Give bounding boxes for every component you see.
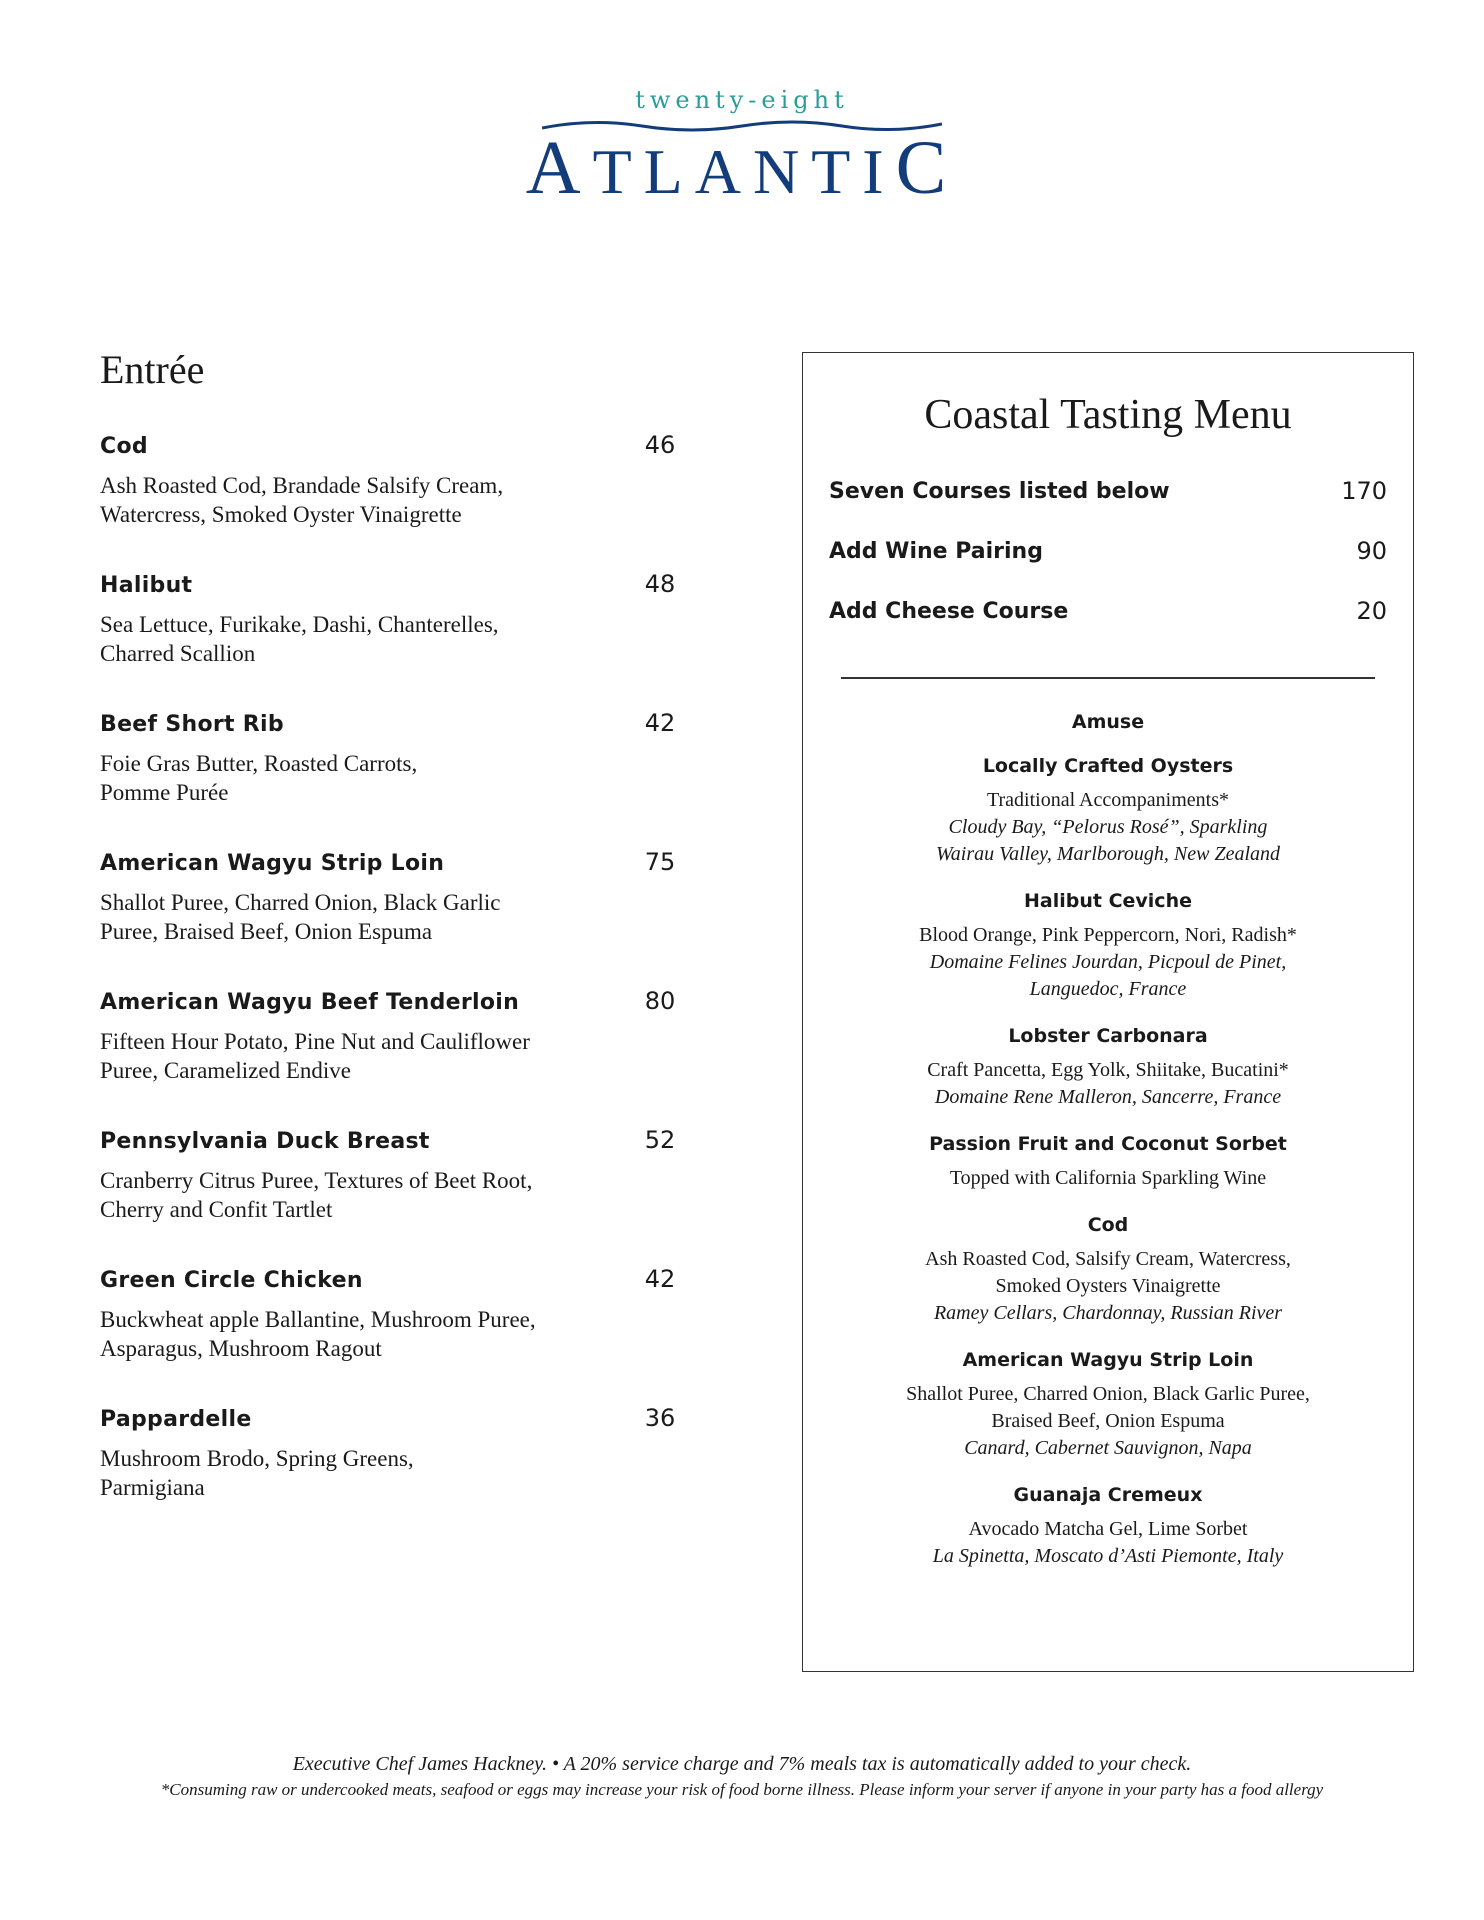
- course-name: Cod: [1087, 1214, 1129, 1236]
- dish-description: Shallot Puree, Charred Onion, Black Garlic Puree, Braised Beef, Onion Espuma: [100, 890, 501, 944]
- price-label: Seven Courses listed below: [829, 478, 1170, 504]
- course-wine: Wairau Valley, Marlborough, New Zealand: [935, 843, 1281, 865]
- course-description: Craft Pancetta, Egg Yolk, Shiitake, Bucatini*: [927, 1059, 1289, 1081]
- footer: [0, 1753, 1484, 1800]
- course-wine: Ramey Cellars, Chardonnay, Russian River: [933, 1302, 1283, 1324]
- logo-wordmark: ATLANTIC: [525, 126, 959, 210]
- divider: [841, 677, 1375, 679]
- dish-price: 48: [644, 570, 676, 598]
- dish-item: [100, 431, 690, 570]
- tasting-courses: [803, 711, 1413, 1570]
- dish-price: 75: [644, 848, 676, 876]
- course-name: Passion Fruit and Coconut Sorbet: [929, 1133, 1287, 1155]
- dish-price: 36: [644, 1404, 676, 1432]
- dish-item: [100, 1126, 690, 1265]
- price-value: 90: [1356, 537, 1387, 565]
- course-description: Avocado Matcha Gel, Lime Sorbet: [968, 1518, 1248, 1540]
- course-description: Topped with California Sparkling Wine: [949, 1167, 1267, 1189]
- dish-price: 52: [644, 1126, 676, 1154]
- dish-name: American Wagyu Beef Tenderloin: [100, 990, 520, 1015]
- dish-description: Sea Lettuce, Furikake, Dashi, Chanterelles, Charred Scallion: [100, 612, 499, 666]
- restaurant-logo: [0, 86, 1484, 210]
- dish-name: Cod: [100, 434, 148, 459]
- dish-price: 42: [644, 709, 676, 737]
- price-value: 20: [1356, 597, 1387, 625]
- dish-description: Fifteen Hour Potato, Pine Nut and Cauliflower Puree, Caramelized Endive: [100, 1029, 530, 1083]
- course-name: Lobster Carbonara: [1008, 1025, 1208, 1047]
- course-item: [803, 1133, 1413, 1192]
- course-item: [803, 1025, 1413, 1111]
- course-wine: La Spinetta, Moscato d’Asti Piemonte, Italy: [932, 1545, 1284, 1567]
- price-row: [829, 461, 1387, 521]
- course-item: [803, 711, 1413, 733]
- dish-description: Mushroom Brodo, Spring Greens, Parmigiana: [100, 1446, 414, 1500]
- dish-name: Pennsylvania Duck Breast: [100, 1129, 430, 1154]
- tasting-menu-title: Coastal Tasting Menu: [924, 392, 1292, 438]
- course-name: Locally Crafted Oysters: [982, 755, 1234, 777]
- course-item: [803, 1484, 1413, 1570]
- course-wine: Domaine Felines Jourdan, Picpoul de Pinet,: [929, 951, 1287, 973]
- tasting-menu-box: [802, 352, 1414, 1672]
- course-item: [803, 1349, 1413, 1462]
- course-name: Amuse: [1071, 711, 1145, 733]
- price-row: [829, 581, 1387, 641]
- dish-name: American Wagyu Strip Loin: [100, 851, 445, 876]
- price-label: Add Wine Pairing: [829, 538, 1043, 564]
- entree-section: [100, 346, 690, 1543]
- dish-name: Green Circle Chicken: [100, 1268, 363, 1293]
- dish-description: Cranberry Citrus Puree, Textures of Beet Root, Cherry and Confit Tartlet: [100, 1168, 533, 1222]
- price-label: Add Cheese Course: [829, 598, 1069, 624]
- course-item: [803, 1214, 1413, 1327]
- course-description: Blood Orange, Pink Peppercorn, Nori, Radish*: [919, 924, 1297, 946]
- footer-allergy-note: *Consuming raw or undercooked meats, seafood or eggs may increase your risk of food borne illness. Please inform your server if anyone in your party has a food allergy: [160, 1780, 1324, 1799]
- dish-item: [100, 848, 690, 987]
- dish-name: Halibut: [100, 573, 193, 598]
- price-row: [829, 521, 1387, 581]
- course-item: [803, 890, 1413, 1003]
- course-wine: Domaine Rene Malleron, Sancerre, France: [934, 1086, 1282, 1108]
- course-name: Halibut Ceviche: [1024, 890, 1192, 912]
- dish-item: [100, 709, 690, 848]
- dish-item: [100, 570, 690, 709]
- course-name: American Wagyu Strip Loin: [962, 1349, 1254, 1371]
- dish-description: Buckwheat apple Ballantine, Mushroom Puree, Asparagus, Mushroom Ragout: [100, 1307, 536, 1361]
- dish-description: Foie Gras Butter, Roasted Carrots, Pomme Purée: [100, 751, 418, 805]
- dish-name: Pappardelle: [100, 1407, 252, 1432]
- footer-chef-note: Executive Chef James Hackney. • A 20% service charge and 7% meals tax is automatically added to your check.: [292, 1753, 1192, 1775]
- course-name: Guanaja Cremeux: [1013, 1484, 1203, 1506]
- dish-price: 42: [644, 1265, 676, 1293]
- course-description: Smoked Oysters Vinaigrette: [995, 1275, 1221, 1297]
- logo-subtitle: twenty-eight: [635, 86, 849, 114]
- dish-item: [100, 1265, 690, 1404]
- dish-item: [100, 987, 690, 1126]
- price-value: 170: [1341, 477, 1387, 505]
- entree-title: Entrée: [100, 347, 205, 392]
- tasting-price-list: [803, 461, 1413, 641]
- course-description: Ash Roasted Cod, Salsify Cream, Watercress,: [925, 1248, 1291, 1270]
- dish-price: 46: [644, 431, 676, 459]
- course-description: Braised Beef, Onion Espuma: [991, 1410, 1225, 1432]
- dish-description: Ash Roasted Cod, Brandade Salsify Cream, Watercress, Smoked Oyster Vinaigrette: [100, 473, 504, 527]
- course-item: [803, 755, 1413, 868]
- dish-item: [100, 1404, 690, 1543]
- course-description: Traditional Accompaniments*: [986, 789, 1229, 811]
- course-wine: Canard, Cabernet Sauvignon, Napa: [964, 1437, 1252, 1459]
- dish-name: Beef Short Rib: [100, 712, 284, 737]
- dish-price: 80: [644, 987, 676, 1015]
- course-wine: Cloudy Bay, “Pelorus Rosé”, Sparkling: [948, 816, 1268, 838]
- course-description: Shallot Puree, Charred Onion, Black Garlic Puree,: [906, 1383, 1310, 1405]
- course-wine: Languedoc, France: [1029, 978, 1187, 1000]
